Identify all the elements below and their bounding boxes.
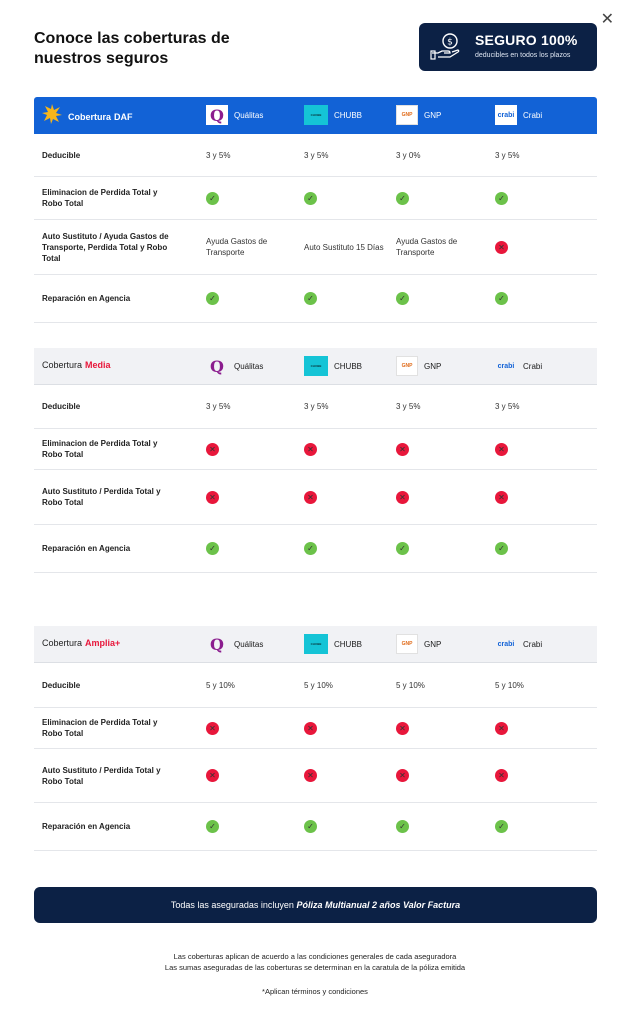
check-icon: ✓ <box>495 192 508 205</box>
coverage-section <box>34 97 597 323</box>
insurer-name: Crabi <box>523 639 543 649</box>
check-icon: ✓ <box>206 820 219 833</box>
cross-icon: ✕ <box>206 769 219 782</box>
insurer-header <box>304 356 362 376</box>
check-icon: ✓ <box>304 542 317 555</box>
chubb-logo: CHUBB <box>304 356 328 376</box>
insurer-header <box>304 105 362 125</box>
row-label: Deducible <box>42 151 81 160</box>
row-value: Auto Sustituto 15 Días <box>304 243 384 252</box>
gnp-logo: GNP <box>396 356 418 376</box>
cross-icon: ✕ <box>396 491 409 504</box>
row-value: Ayuda Gastos de Transporte <box>206 237 268 257</box>
check-icon: ✓ <box>206 542 219 555</box>
section-title <box>42 109 133 124</box>
row-value: 3 y 5% <box>304 402 329 411</box>
row-label: Eliminacion de Perdida Total y Robo Total <box>42 439 158 459</box>
cross-icon: ✕ <box>206 722 219 735</box>
gnp-logo: GNP <box>396 634 418 654</box>
check-icon: ✓ <box>304 292 317 305</box>
row-label: Auto Sustituto / Perdida Total y Robo Total <box>42 766 161 786</box>
gnp-logo: GNP <box>396 105 418 125</box>
check-icon: ✓ <box>206 192 219 205</box>
insurer-name: CHUBB <box>334 639 363 649</box>
section-title <box>42 360 111 370</box>
section-title <box>42 638 120 648</box>
money-hand-icon <box>430 32 462 62</box>
row-label: Reparación en Agencia <box>42 544 131 553</box>
check-icon: ✓ <box>396 542 409 555</box>
close-button[interactable]: ✕ <box>600 9 614 28</box>
check-icon: ✓ <box>495 542 508 555</box>
insurer-header <box>495 634 542 654</box>
section-title-prefix: Cobertura <box>68 111 112 122</box>
insurer-name: GNP <box>424 361 442 371</box>
crabi-logo: crabi <box>497 640 515 648</box>
insurer-name: Quálitas <box>234 361 264 371</box>
row-label: Reparación en Agencia <box>42 822 131 831</box>
section-title-prefix: Cobertura <box>42 638 83 648</box>
table-row <box>34 803 597 851</box>
insurer-name: GNP <box>424 639 442 649</box>
insurer-name: GNP <box>424 110 442 120</box>
insurer-header <box>495 105 542 125</box>
table-row <box>34 177 597 220</box>
cross-icon: ✕ <box>304 491 317 504</box>
row-label: Eliminacion de Perdida Total y Robo Total <box>42 718 158 738</box>
row-value: 3 y 5% <box>304 151 329 160</box>
cross-icon: ✕ <box>304 769 317 782</box>
row-label: Eliminacion de Perdida Total y Robo Total <box>42 188 158 208</box>
insurer-header <box>396 105 441 125</box>
table-row <box>34 663 597 708</box>
table-row <box>34 470 597 525</box>
cross-icon: ✕ <box>495 443 508 456</box>
check-icon: ✓ <box>304 192 317 205</box>
check-icon: ✓ <box>206 292 219 305</box>
svg-text:$: $ <box>447 37 453 48</box>
row-value: 3 y 5% <box>206 151 231 160</box>
section-title-accent: Amplia+ <box>85 638 121 648</box>
chubb-logo: CHUBB <box>304 105 328 125</box>
chubb-logo: CHUBB <box>304 634 328 654</box>
cross-icon: ✕ <box>304 443 317 456</box>
check-icon: ✓ <box>396 192 409 205</box>
row-label: Deducible <box>42 402 81 411</box>
row-label: Reparación en Agencia <box>42 294 131 303</box>
cross-icon: ✕ <box>396 769 409 782</box>
check-icon: ✓ <box>495 820 508 833</box>
cross-icon: ✕ <box>396 443 409 456</box>
section-title-accent: Media <box>85 360 111 370</box>
table-row <box>34 708 597 749</box>
promo-badge <box>419 23 597 71</box>
row-value: 3 y 0% <box>396 151 421 160</box>
table-row <box>34 385 597 429</box>
cross-icon: ✕ <box>495 722 508 735</box>
row-value: Ayuda Gastos de Transporte <box>396 237 458 257</box>
row-value: 3 y 5% <box>495 151 520 160</box>
row-value: 3 y 5% <box>396 402 421 411</box>
banner-bold-text: Póliza Multianual 2 años Valor Factura <box>296 900 461 910</box>
cross-icon: ✕ <box>206 491 219 504</box>
insurer-header <box>206 356 263 376</box>
qualitas-logo: Q <box>206 105 228 125</box>
section-header <box>34 97 597 134</box>
star-icon <box>42 104 62 124</box>
coverage-section <box>34 348 597 573</box>
crabi-logo: crabi <box>497 362 515 370</box>
insurer-name: CHUBB <box>334 361 363 371</box>
cross-icon: ✕ <box>304 722 317 735</box>
section-header <box>34 626 597 663</box>
banner-text: Todas las aseguradas incluyen <box>170 900 294 910</box>
insurer-name: Crabi <box>523 110 543 120</box>
insurer-header <box>396 356 441 376</box>
insurer-header <box>304 634 362 654</box>
cross-icon: ✕ <box>495 491 508 504</box>
row-value: 5 y 10% <box>396 681 425 690</box>
insurer-name: Quálitas <box>234 639 264 649</box>
insurer-name: Quálitas <box>234 110 264 120</box>
row-label: Auto Sustituto / Ayuda Gastos de Transporte, Perdida Total y Robo Total <box>42 232 169 263</box>
multianual-banner <box>34 887 597 923</box>
qualitas-logo: Q <box>210 634 224 654</box>
table-row <box>34 749 597 803</box>
insurer-header <box>206 634 263 654</box>
check-icon: ✓ <box>396 292 409 305</box>
cross-icon: ✕ <box>495 241 508 254</box>
insurer-header <box>396 634 441 654</box>
terms-text[interactable]: *Aplican términos y condiciones <box>262 987 368 996</box>
row-value: 5 y 10% <box>304 681 333 690</box>
row-value: 5 y 10% <box>206 681 235 690</box>
qualitas-logo: Q <box>210 356 224 376</box>
check-icon: ✓ <box>304 820 317 833</box>
insurer-header <box>206 105 263 125</box>
note-line-2: Las sumas aseguradas de las coberturas se determinan en la caratula de la póliza emitida <box>164 963 466 972</box>
section-title-accent: DAF <box>114 111 133 122</box>
note-line-1: Las coberturas aplican de acuerdo a las condiciones generales de cada aseguradora <box>173 952 457 961</box>
table-row <box>34 220 597 275</box>
notes <box>0 951 630 973</box>
table-row <box>34 429 597 470</box>
section-title-prefix: Cobertura <box>42 360 83 370</box>
section-header <box>34 348 597 385</box>
insurer-name: CHUBB <box>334 110 363 120</box>
terms-note <box>0 986 630 997</box>
cross-icon: ✕ <box>495 769 508 782</box>
cross-icon: ✕ <box>396 722 409 735</box>
cross-icon: ✕ <box>206 443 219 456</box>
row-value: 5 y 10% <box>495 681 524 690</box>
page-title: Conoce las coberturas de nuestros seguros <box>34 30 230 67</box>
table-row <box>34 525 597 573</box>
row-value: 3 y 5% <box>206 402 231 411</box>
table-row <box>34 134 597 177</box>
row-label: Deducible <box>42 681 81 690</box>
insurer-header <box>495 356 542 376</box>
coverage-section <box>34 626 597 851</box>
check-icon: ✓ <box>396 820 409 833</box>
table-row <box>34 275 597 323</box>
row-value: 3 y 5% <box>495 402 520 411</box>
promo-subtitle: deducibles en todos los plazos <box>475 52 571 59</box>
crabi-logo: crabi <box>495 105 517 125</box>
insurer-name: Crabi <box>523 361 543 371</box>
row-label: Auto Sustituto / Perdida Total y Robo Total <box>42 487 161 507</box>
check-icon: ✓ <box>495 292 508 305</box>
promo-title: SEGURO 100% <box>475 32 578 48</box>
